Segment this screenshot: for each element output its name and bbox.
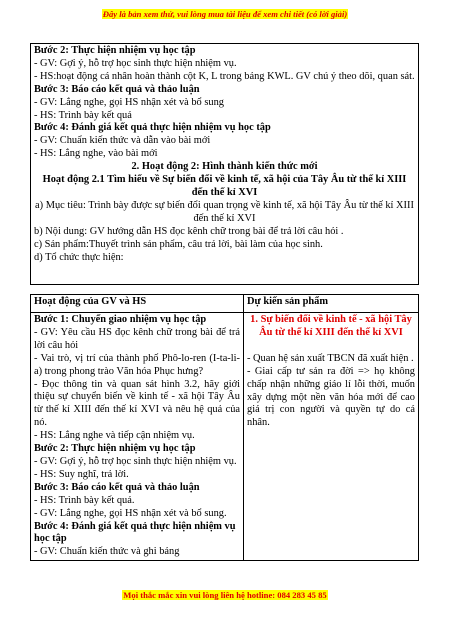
organize-text: d) Tổ chức thực hiện: xyxy=(34,251,124,263)
s1-title: Bước 1: Chuyển giao nhiệm vụ học tập xyxy=(34,314,207,325)
product-text: c) Sản phẩm:Thuyết trình sản phẩm, câu trả lời, bài làm của học sinh. xyxy=(34,238,323,250)
preview-notice: Đây là bản xem thử, vui lòng mua tài liệu để xem chi tiết (có lời giải) xyxy=(102,9,348,19)
step4-line: - HS: Lắng nghe, vào bài mới xyxy=(34,148,158,160)
s3-line: - GV: Lắng nghe, gọi HS nhận xét và bổ sung. xyxy=(34,507,227,519)
activity-table xyxy=(30,294,419,561)
step3-line: - HS: Trình bày kết quả xyxy=(34,109,132,121)
step3-line: - GV: Lắng nghe, gọi HS nhận xét và bổ sung xyxy=(34,96,224,108)
s1-line: - Đọc thông tin và quan sát hình 3.2, hãy giới thiệu sự chuyển biến về kinh tế - xã hội Tây Âu từ thế kỉ XIII đến thế kỉ XVI và nêu hệ quả của nó. xyxy=(34,378,240,429)
s3-line: - HS: Trình bày kết quả. xyxy=(34,494,135,506)
spacer xyxy=(247,340,415,353)
s3-title: Bước 3: Báo cáo kết quả và thảo luận xyxy=(34,481,200,493)
s4-line: - GV: Chuẩn kiến thức và ghi bảng xyxy=(34,546,180,558)
product-title: 1. Sự biến đổi về kinh tế - xã hội Tây Âu từ thế kỉ XIII đến thế kỉ XVI xyxy=(250,314,412,338)
goal-text: a) Mục tiêu: Trình bày được sự biến đổi quan trọng về kinh tế, xã hội Tây Âu từ thế kỉ XIII đến thế kỉ XVI xyxy=(35,199,414,224)
s2-line: - GV: Gợi ý, hỗ trợ học sinh thực hiện nhiệm vụ. xyxy=(34,455,237,467)
step2-line: - GV: Gợi ý, hỗ trợ học sinh thực hiện nhiệm vụ. xyxy=(34,57,237,69)
lesson-steps-box xyxy=(30,43,419,285)
s4-title: Bước 4: Đánh giá kết quả thực hiện nhiệm vụ học tập xyxy=(34,520,236,545)
col-header-product: Dự kiến sản phẩm xyxy=(244,295,419,313)
step4-line: - GV: Chuẩn kiến thức và dẫn vào bài mới xyxy=(34,135,211,147)
content-text: b) Nội dung: GV hướng dẫn HS đọc kênh chữ trong bài để trả lời câu hỏi . xyxy=(34,225,344,237)
product-cell xyxy=(244,313,419,561)
product-line: - Giai cấp tư sản ra đời => họ không chấp nhận những giáo lí lỗi thời, muốn xây dựng một nền văn hóa mới để cao giá trị con người và quyền tự do cá nhân. xyxy=(247,365,415,429)
col-header-activity: Hoạt động của GV và HS xyxy=(31,295,244,313)
hotline-notice: Mọi thắc mắc xin vui lòng liên hệ hotline: 084 283 45 85 xyxy=(123,590,327,600)
step2-line: - HS:hoạt động cá nhân hoàn thành cột K, L trong bảng KWL. GV chú ý theo dõi, quan sát. xyxy=(34,70,415,82)
step3-title: Bước 3: Báo cáo kết quả và thảo luận xyxy=(34,83,200,95)
s1-line: - GV: Yêu cầu HS đọc kênh chữ trong bài để trả lời câu hỏi xyxy=(34,326,240,351)
activity-subtitle: Hoạt động 2.1 Tìm hiểu về Sự biến đổi về kinh tế, xã hội của Tây Âu từ thế kỉ XIII đến thế kỉ XVI xyxy=(42,174,407,198)
table-header-row xyxy=(31,295,419,313)
step2-title: Bước 2: Thực hiện nhiệm vụ học tập xyxy=(34,45,196,56)
s1-line: - HS: Lắng nghe và tiếp cận nhiệm vụ. xyxy=(34,430,195,442)
activity-cell xyxy=(31,313,244,561)
table-row xyxy=(31,313,419,561)
step4-title: Bước 4: Đánh giá kết quả thực hiện nhiệm vụ học tập xyxy=(34,122,271,134)
activity-title: 2. Hoạt động 2: Hình thành kiến thức mới xyxy=(131,161,318,173)
s2-title: Bước 2: Thực hiện nhiệm vụ học tập xyxy=(34,443,196,455)
s1-line: - Vai trò, vị trí của thành phố Phô-lo-ren (I-ta-li-a) trong phong trào Văn hóa Phục hưng? xyxy=(34,352,240,377)
product-line: - Quan hệ sản xuất TBCN đã xuất hiện . xyxy=(247,352,414,364)
s2-line: - HS: Suy nghĩ, trả lời. xyxy=(34,468,129,480)
